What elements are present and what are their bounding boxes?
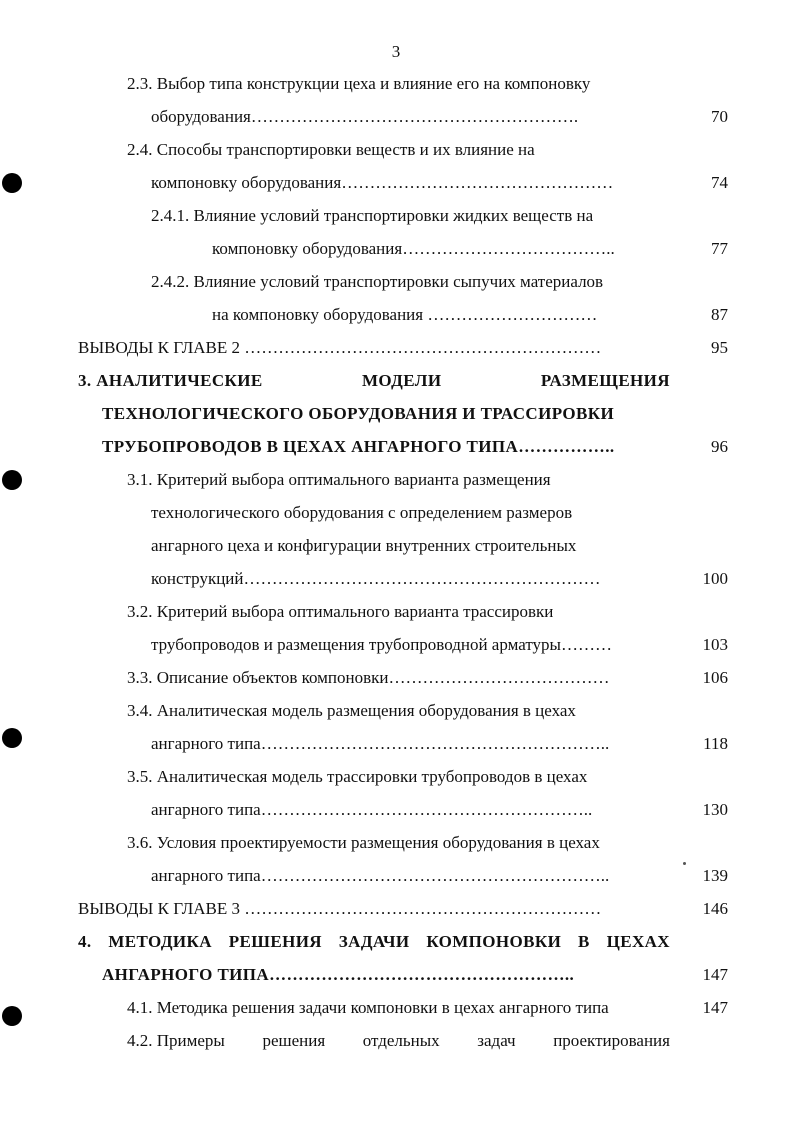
toc-3-1-page: 100: [702, 569, 728, 588]
toc-3-4-title-line1: 3.4. Аналитическая модель размещения оборудования в цехах: [127, 701, 576, 720]
toc-3-1-title-line4: конструкций………………………………………………………: [151, 569, 601, 588]
page-number: 3: [391, 42, 401, 61]
binder-hole: [2, 470, 22, 490]
toc-3-6-title-line2: ангарного типа……………………………………………………..: [151, 866, 610, 885]
toc-chapter-3-title-line2: ТЕХНОЛОГИЧЕСКОГО ОБОРУДОВАНИЯ И ТРАССИРОВКИ: [102, 404, 615, 423]
toc-3-4-title-line2: ангарного типа……………………………………………………..: [151, 734, 610, 753]
toc-3-3-title: 3.3. Описание объектов компоновки…………………………………: [127, 668, 610, 687]
toc-2-4-2-page: 87: [711, 305, 728, 324]
toc-3-5-title-line2: ангарного типа…………………………………………………..: [151, 800, 593, 819]
toc-word: решения: [262, 1031, 326, 1050]
toc-2-4-1-page: 77: [711, 239, 728, 258]
toc-3-2-title-line1: 3.2. Критерий выбора оптимального варианта трассировки: [127, 602, 554, 621]
toc-2-4-1-title-line1: 2.4.1. Влияние условий транспортировки жидких веществ на: [151, 206, 594, 225]
toc-2-3-page: 70: [711, 107, 728, 126]
heading-word: В: [578, 932, 590, 951]
toc-2-3-title-line2: оборудования………………………………………………….: [151, 107, 579, 126]
toc-chapter-4-page: 147: [702, 965, 728, 984]
toc-3-5-page: 130: [702, 800, 728, 819]
toc-2-4-title-line1: 2.4. Способы транспортировки веществ и их влияние на: [127, 140, 535, 159]
toc-3-3-page: 106: [702, 668, 728, 687]
toc-3-1-title-line2: технологического оборудования с определением размеров: [151, 503, 573, 522]
toc-conclusions-2-page: 95: [711, 338, 728, 357]
heading-word: 3. АНАЛИТИЧЕСКИЕ: [78, 371, 263, 390]
toc-word: проектирования: [553, 1031, 670, 1050]
toc-word: 4.2. Примеры: [127, 1031, 225, 1050]
heading-word: РЕШЕНИЯ: [228, 932, 322, 951]
toc-word: отдельных: [362, 1031, 440, 1050]
toc-chapter-3-page: 96: [711, 437, 728, 456]
toc-4-2-title-line1: [127, 1031, 670, 1051]
heading-word: ЦЕХАХ: [606, 932, 670, 951]
toc-3-1-title-line1: 3.1. Критерий выбора оптимального варианта размещения: [127, 470, 551, 489]
toc-chapter-3-title-line3: ТРУБОПРОВОДОВ В ЦЕХАХ АНГАРНОГО ТИПА……………..: [102, 437, 615, 456]
heading-word: МОДЕЛИ: [361, 371, 442, 390]
heading-word: 4.: [78, 932, 92, 951]
binder-hole: [2, 1006, 22, 1026]
toc-2-3-title-line1: 2.3. Выбор типа конструкции цеха и влияние его на компоновку: [127, 74, 591, 93]
heading-word: МЕТОДИКА: [108, 932, 212, 951]
toc-3-2-title-line2: трубопроводов и размещения трубопроводной арматуры………: [151, 635, 612, 654]
toc-3-1-title-line3: ангарного цеха и конфигурации внутренних строительных: [151, 536, 577, 555]
toc-3-4-page: 118: [703, 734, 728, 753]
heading-word: ЗАДАЧИ: [338, 932, 410, 951]
toc-conclusions-3-title: ВЫВОДЫ К ГЛАВЕ 3 ………………………………………………………: [78, 899, 602, 918]
toc-conclusions-3-page: 146: [702, 899, 728, 918]
toc-conclusions-2-title: ВЫВОДЫ К ГЛАВЕ 2 ………………………………………………………: [78, 338, 602, 357]
toc-chapter-4-title-line2: АНГАРНОГО ТИПА……………………………………………..: [102, 965, 575, 984]
toc-4-1-page: 147: [702, 998, 728, 1017]
toc-4-1-title: 4.1. Методика решения задачи компоновки в цехах ангарного типа: [127, 998, 609, 1017]
toc-chapter-3-title-line1: [78, 371, 670, 391]
toc-3-6-title-line1: 3.6. Условия проектируемости размещения оборудования в цехах: [127, 833, 600, 852]
binder-hole: [2, 728, 22, 748]
toc-chapter-4-title-line1: [78, 932, 670, 952]
toc-3-2-page: 103: [702, 635, 728, 654]
heading-word: РАЗМЕЩЕНИЯ: [540, 371, 670, 390]
toc-2-4-2-title-line2: на компоновку оборудования …………………………: [212, 305, 598, 324]
toc-2-4-2-title-line1: 2.4.2. Влияние условий транспортировки сыпучих материалов: [151, 272, 604, 291]
toc-2-4-title-line2: компоновку оборудования…………………………………………: [151, 173, 614, 192]
binder-hole: [2, 173, 22, 193]
toc-2-4-1-title-line2: компоновку оборудования………………………………..: [212, 239, 615, 258]
scan-speck: [683, 862, 686, 865]
heading-word: КОМПОНОВКИ: [426, 932, 562, 951]
toc-3-5-title-line1: 3.5. Аналитическая модель трассировки трубопроводов в цехах: [127, 767, 588, 786]
toc-2-4-page: 74: [711, 173, 728, 192]
toc-word: задач: [477, 1031, 516, 1050]
toc-3-6-page: 139: [702, 866, 728, 885]
